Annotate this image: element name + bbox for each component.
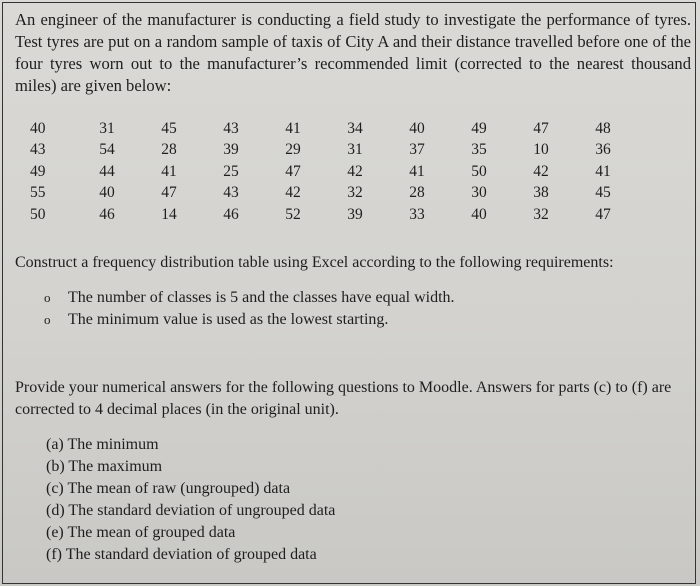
requirements-list [44, 287, 455, 331]
table-cell: 10 [533, 141, 549, 159]
table-cell: 30 [471, 184, 487, 202]
table-cell: 50 [30, 205, 46, 223]
table-cell: 41 [285, 119, 301, 137]
table-cell: 42 [533, 162, 549, 180]
table-cell: 40 [99, 184, 115, 202]
question-f: (f) The standard deviation of grouped data [46, 546, 317, 563]
table-row [18, 118, 634, 140]
table-cell: 48 [595, 119, 611, 137]
table-cell: 41 [409, 162, 425, 180]
table-cell: 34 [347, 119, 363, 137]
table-cell: 50 [471, 162, 487, 180]
table-cell: 47 [595, 205, 611, 223]
intro-paragraph: An engineer of the manufacturer is conducting a field study to investigate the performance of tyres. Test tyres are put on a random sample of taxis of City A and their distance travelled before one of the four tyres worn out to the manufacturer’s recommended limit (corrected to the nearest thousand miles) are given below: [15, 10, 691, 95]
table-row [18, 183, 634, 205]
table-cell: 42 [285, 184, 301, 202]
table-cell: 32 [347, 184, 363, 202]
table-cell: 40 [30, 119, 46, 137]
requirement-text: The minimum value is used as the lowest starting. [68, 311, 389, 328]
table-cell: 39 [347, 205, 363, 223]
table-cell: 31 [347, 141, 363, 159]
table-cell: 28 [409, 184, 425, 202]
table-cell: 42 [347, 162, 363, 180]
data-table [18, 118, 634, 226]
table-cell: 46 [99, 205, 115, 223]
table-cell: 40 [471, 205, 487, 223]
question-b: (b) The maximum [46, 458, 163, 475]
table-cell: 47 [285, 162, 301, 180]
table-cell: 43 [223, 119, 239, 137]
questions-list [46, 434, 335, 566]
table-cell: 45 [595, 184, 611, 202]
bullet-icon: o [44, 312, 51, 327]
table-cell: 31 [99, 119, 115, 137]
table-cell: 43 [30, 141, 46, 159]
table-cell: 47 [533, 119, 549, 137]
table-cell: 25 [223, 162, 239, 180]
table-cell: 38 [533, 184, 549, 202]
table-cell: 54 [99, 141, 115, 159]
table-cell: 37 [409, 141, 425, 159]
table-cell: 33 [409, 205, 425, 223]
table-cell: 47 [161, 184, 177, 202]
table-cell: 29 [285, 141, 301, 159]
table-cell: 39 [223, 141, 239, 159]
table-row [18, 161, 634, 183]
table-cell: 45 [161, 119, 177, 137]
table-row [18, 204, 634, 226]
table-row [18, 140, 634, 162]
table-cell: 55 [30, 184, 46, 202]
table-cell: 35 [471, 141, 487, 159]
table-cell: 46 [223, 205, 239, 223]
table-cell: 36 [595, 141, 611, 159]
provide-paragraph: Provide your numerical answers for the following questions to Moodle. Answers for parts (c) to (f) are corrected to 4 decimal places (in the original unit). [15, 379, 672, 418]
question-a: (a) The minimum [46, 436, 159, 453]
table-cell: 41 [595, 162, 611, 180]
table-cell: 49 [471, 119, 487, 137]
requirement-text: The number of classes is 5 and the classes have equal width. [68, 289, 455, 306]
requirement-item [44, 287, 455, 309]
question-c: (c) The mean of raw (ungrouped) data [46, 480, 291, 497]
table-cell: 52 [285, 205, 301, 223]
bullet-icon: o [44, 290, 51, 305]
requirement-item [44, 309, 455, 331]
construct-instruction: Construct a frequency distribution table using Excel according to the following requirements: [15, 254, 614, 271]
table-cell: 40 [409, 119, 425, 137]
table-cell: 44 [99, 162, 115, 180]
table-cell: 28 [161, 141, 177, 159]
question-e: (e) The mean of grouped data [46, 524, 236, 541]
question-d: (d) The standard deviation of ungrouped data [46, 502, 336, 519]
table-cell: 43 [223, 184, 239, 202]
table-cell: 14 [161, 205, 177, 223]
table-cell: 32 [533, 205, 549, 223]
table-cell: 41 [161, 162, 177, 180]
table-cell: 49 [30, 162, 46, 180]
